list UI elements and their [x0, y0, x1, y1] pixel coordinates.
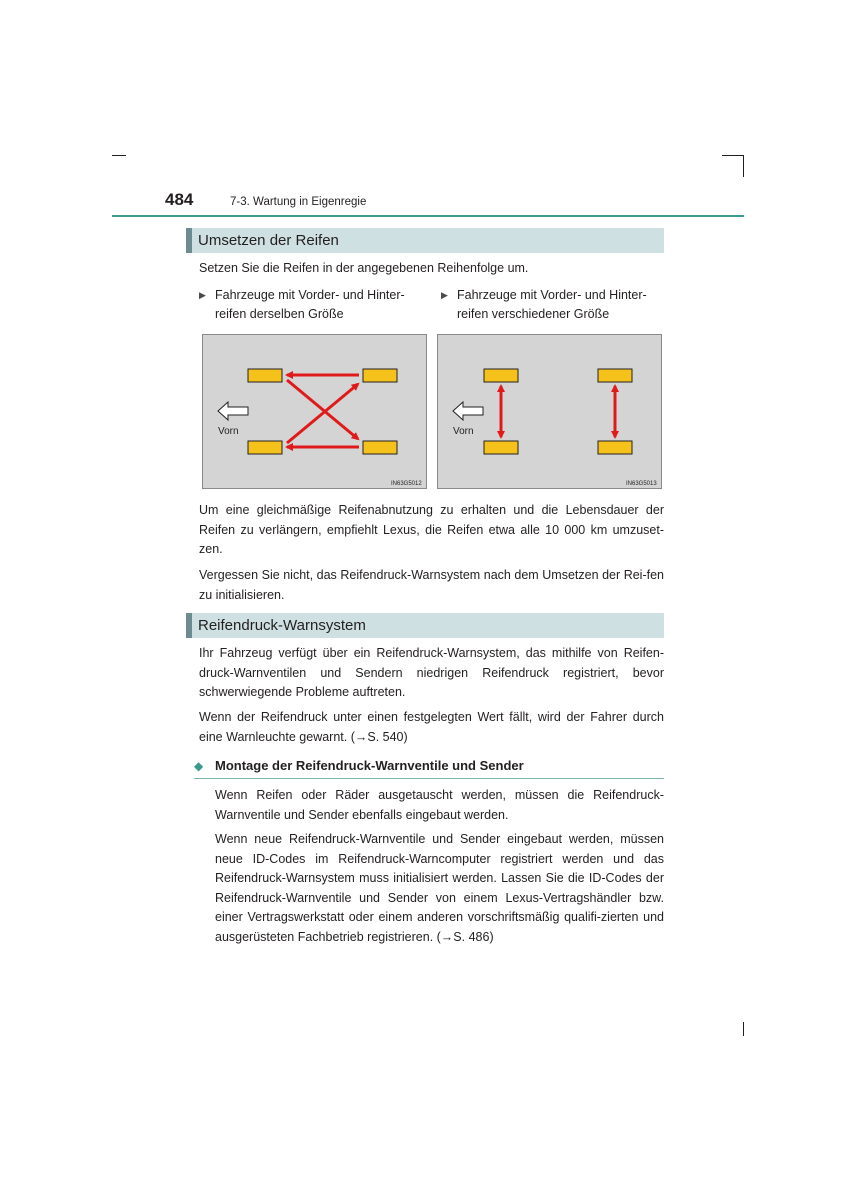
paragraph-replacement: Wenn Reifen oder Räder ausgetauscht werden, müssen die Reifendruck-Warnventile und Sender ebenfalls eingebaut werden.: [215, 788, 664, 822]
figure-cross-rotation: [202, 334, 427, 489]
bullet-text: Fahrzeuge mit Vorder- und Hinter-reifen derselben Größe: [215, 288, 405, 321]
figure-code: IN63G5013: [626, 481, 657, 487]
tire-front-right: [484, 441, 518, 454]
front-label: Vorn: [218, 426, 239, 437]
tire-rear-right: [363, 441, 397, 454]
figure-straight-rotation: [437, 334, 662, 489]
paragraph-reset-reminder: Vergessen Sie nicht, das Reifendruck-Warnsystem nach dem Umsetzen der Rei-fen zu initialisieren.: [199, 568, 664, 602]
tire-rear-left: [363, 369, 397, 382]
crop-mark-top-right-h: [722, 155, 744, 156]
section-heading-tpms: Reifendruck-Warnsystem: [186, 613, 664, 638]
tire-rear-right: [598, 441, 632, 454]
paragraph-id-registration: Wenn neue Reifendruck-Warnventile und Sender eingebaut werden, müssen neue ID-Codes im Reifendruck-Warncomputer registriert werden und das Reifendruck-Warnsystem muss initialisiert werden. Lassen Sie die ID-Codes der Reifendruck-Warnventile und Sender von einem Lexus-Vertragshändler bzw. einer Vertragswerkstatt oder einem anderen vorschriftsmäßig qualifi-zierten und ausgerüsteten Fachbetrieb registrieren. (→S. 486): [215, 832, 664, 944]
diamond-icon: ◆: [194, 759, 204, 773]
triangle-bullet-icon: ▶: [441, 290, 448, 300]
tire-front-right: [248, 441, 282, 454]
arrow-diagonal-up: [287, 384, 358, 443]
tire-front-left: [248, 369, 282, 382]
tire-front-left: [484, 369, 518, 382]
figure-code: IN63G5012: [391, 481, 422, 487]
front-direction-arrow-icon: [218, 402, 248, 420]
chapter-title: 7-3. Wartung in Eigenregie: [230, 196, 367, 208]
straight-rotation-diagram: [438, 335, 663, 490]
paragraph-rotation-interval: Um eine gleichmäßige Reifenabnutzung zu erhalten und die Lebensdauer der Reifen zu verlängern, empfiehlt Lexus, die Reifen etwa alle 10 000 km umzuset-zen.: [199, 503, 664, 556]
subsection-heading: [194, 758, 664, 779]
crop-mark-top-left: [112, 155, 126, 156]
page-number: 484: [165, 190, 194, 209]
section-heading-tire-rotation: Umsetzen der Reifen: [186, 228, 664, 253]
intro-paragraph: Setzen Sie die Reifen in der angegebenen Reihenfolge um.: [199, 261, 529, 275]
paragraph-tpms-intro: Ihr Fahrzeug verfügt über ein Reifendruck-Warnsystem, das mithilfe von Reifen-druck-Warnventilen und Sendern niedrigen Reifendruck registriert, bevor schwerwiegende Probleme auftreten.: [199, 646, 664, 699]
triangle-bullet-icon: ▶: [199, 290, 206, 300]
cross-rotation-diagram: [203, 335, 428, 490]
crop-mark-bottom-right: [743, 1022, 744, 1036]
arrow-diagonal-down: [287, 380, 358, 439]
paragraph-tpms-warning: Wenn der Reifendruck unter einen festgelegten Wert fällt, wird der Fahrer durch eine Warnleuchte gewarnt. (→S. 540): [199, 710, 664, 744]
crop-mark-top-right-v: [743, 155, 744, 177]
front-label: Vorn: [453, 426, 474, 437]
bullet-same-size: [199, 286, 427, 324]
bullet-text: Fahrzeuge mit Vorder- und Hinter-reifen verschiedener Größe: [457, 288, 647, 321]
front-direction-arrow-icon: [453, 402, 483, 420]
tire-rear-left: [598, 369, 632, 382]
bullet-different-size: [441, 286, 664, 324]
header-rule: [112, 215, 744, 217]
subsection-title: Montage der Reifendruck-Warnventile und Sender: [215, 758, 524, 773]
